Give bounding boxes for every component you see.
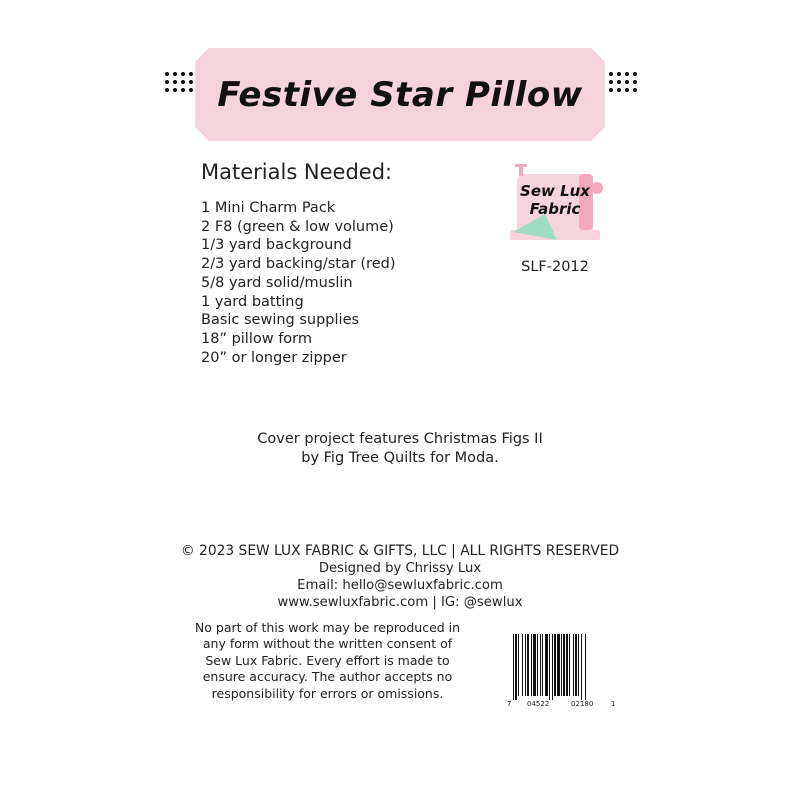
cover-note-line1: Cover project features Christmas Figs II	[257, 431, 543, 447]
barcode-bar	[542, 634, 543, 696]
disclaimer: No part of this work may be reproduced in any form without the written consent of Sew Lux Fabric. Every effort is made to ensure accuracy. The author accepts no responsibility for errors or omissions.	[194, 620, 461, 701]
barcode-bar	[513, 634, 514, 700]
material-item: 20” or longer zipper	[201, 349, 347, 366]
barcode-bar	[561, 634, 562, 696]
barcode-digits-left: 04522	[527, 700, 550, 708]
barcode-bar	[540, 634, 541, 696]
barcode-bars	[513, 634, 586, 700]
dots-decoration-left	[165, 72, 193, 92]
material-item: 18” pillow form	[201, 330, 313, 347]
barcode-digits-right: 02180	[571, 700, 594, 708]
dots-decoration-right	[609, 72, 637, 92]
dot	[181, 88, 185, 92]
barcode-bar	[545, 634, 548, 696]
dot	[625, 80, 629, 84]
web-line: www.sewluxfabric.com | IG: @sewlux	[277, 595, 523, 610]
barcode-bar	[549, 634, 550, 700]
dot	[625, 72, 629, 76]
dot	[165, 72, 169, 76]
logo-line1: Sew Lux	[520, 182, 590, 200]
dot	[633, 72, 637, 76]
barcode-bar	[525, 634, 526, 696]
material-item: 2 F8 (green & low volume)	[201, 218, 394, 235]
copyright-line: © 2023 SEW LUX FABRIC & GIFTS, LLC | ALL RIGHTS RESERVED	[180, 543, 620, 559]
barcode-bar	[518, 634, 519, 696]
material-item: 2/3 yard backing/star (red)	[201, 256, 396, 273]
dot	[181, 72, 185, 76]
barcode-bar	[533, 634, 536, 696]
barcode-bar	[566, 634, 568, 696]
dot	[633, 80, 637, 84]
dot	[173, 80, 177, 84]
dot	[617, 80, 621, 84]
barcode-bar	[573, 634, 574, 696]
dot	[609, 80, 613, 84]
barcode-bar	[531, 634, 532, 696]
barcode-bar	[557, 634, 560, 696]
cover-note-line2: by Fig Tree Quilts for Moda.	[301, 450, 499, 466]
barcode-bar	[575, 634, 577, 696]
barcode-bar	[537, 634, 538, 696]
dot	[173, 72, 177, 76]
material-item: 1/3 yard background	[201, 237, 352, 254]
dot	[189, 80, 193, 84]
materials-list	[201, 199, 395, 367]
dot	[181, 80, 185, 84]
barcode-digit-lead: 7	[507, 700, 512, 708]
dot	[609, 72, 613, 76]
cover-note	[150, 430, 650, 468]
dot	[633, 88, 637, 92]
barcode-bar	[527, 634, 529, 696]
credits	[120, 542, 680, 611]
logo-line2: Fabric	[529, 200, 581, 218]
barcode-bar	[515, 634, 517, 700]
dot	[165, 88, 169, 92]
barcode-bar	[585, 634, 586, 700]
material-item: 5/8 yard solid/muslin	[201, 274, 353, 291]
dot	[189, 72, 193, 76]
dot	[617, 88, 621, 92]
sku-code: SLF-2012	[521, 259, 589, 275]
dot	[625, 88, 629, 92]
barcode-bar	[578, 634, 579, 696]
dot	[165, 80, 169, 84]
dot	[173, 88, 177, 92]
email-line: Email: hello@sewluxfabric.com	[297, 578, 503, 593]
barcode-bar	[581, 634, 582, 700]
barcode	[505, 632, 617, 708]
materials-heading: Materials Needed:	[201, 160, 393, 184]
dot	[609, 88, 613, 92]
designer-line: Designed by Chrissy Lux	[318, 561, 482, 576]
material-item: 1 yard batting	[201, 293, 304, 310]
material-item: 1 Mini Charm Pack	[201, 200, 336, 216]
barcode-digit-check: 1	[611, 700, 616, 708]
barcode-bar	[554, 634, 556, 696]
dot	[189, 88, 193, 92]
page-title: Festive Star Pillow	[217, 74, 583, 115]
barcode-bar	[522, 634, 523, 696]
barcode-bar	[552, 634, 553, 700]
barcode-bar	[563, 634, 565, 696]
material-item: Basic sewing supplies	[201, 312, 360, 329]
barcode-bar	[569, 634, 570, 696]
dot	[617, 72, 621, 76]
sew-lux-fabric-logo	[505, 162, 605, 247]
